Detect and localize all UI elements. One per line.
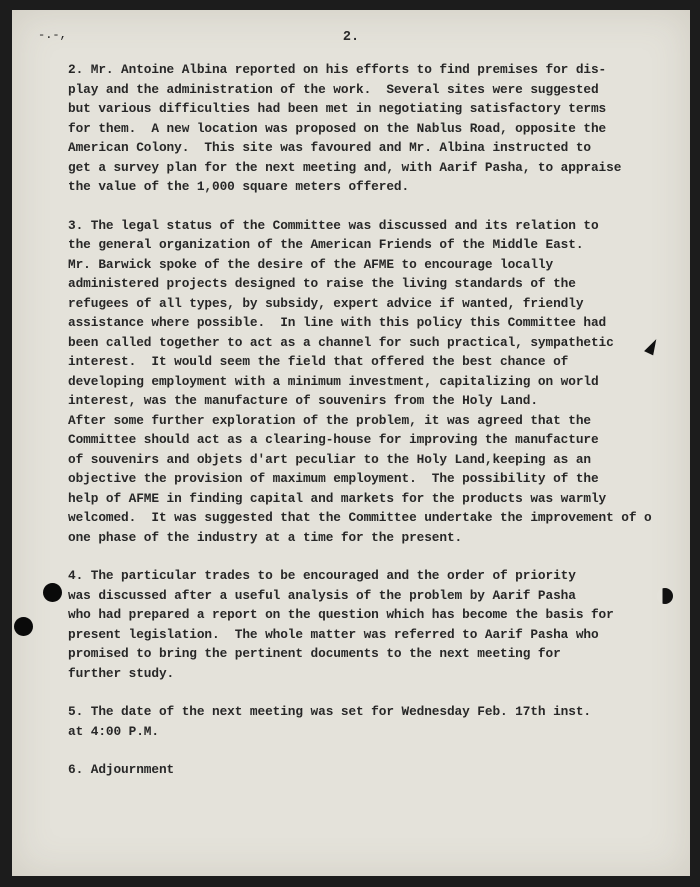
text-line: the general organization of the American Friends of the Middle East. [68,237,584,252]
paragraph-3 [68,566,688,683]
text-line: at 4:00 P.M. [68,723,159,739]
text-line: administered projects designed to raise the living standards of the [68,276,576,291]
text-line: promised to bring the pertinent documents to the next meeting for [68,646,561,661]
text-line: refugees of all types, by subsidy, expert advice if wanted, friendly [68,295,584,311]
paragraph-1 [68,60,688,197]
text-line: interest, was the manufacture of souvenirs from the Holy Land. [68,393,538,408]
text-line: play and the administration of the work. Several sites were suggested [68,81,599,97]
text-line: After some further exploration of the problem, it was agreed that the [68,412,591,428]
punch-hole-lower [14,617,33,636]
text-line: interest. It would seem the field that offered the best chance of [68,354,569,369]
text-line: American Colony. This site was favoured and Mr. Albina instructed to [68,140,591,155]
paragraph-4 [68,702,688,741]
text-line: assistance where possible. In line with this policy this Committee had [68,315,607,330]
text-line: but various difficulties had been met in negotiating satisfactory terms [68,101,607,116]
text-line: Committee should act as a clearing-house for improving the manufacture [68,432,599,447]
margin-ink-dot [657,588,673,604]
text-line: present legislation. The whole matter was referred to Aarif Pasha who [68,626,599,642]
text-line: developing employment with a minimum investment, capitalizing on world [68,373,599,389]
text-line: objective the provision of maximum employment. The possibility of the [68,471,599,486]
paragraph-5 [68,760,688,780]
text-line: help of AFME in finding capital and markets for the products was warmly [68,490,607,506]
text-line: the value of the 1,000 square meters offered. [68,179,410,194]
text-line: 2. Mr. Antoine Albina reported on his efforts to find premises for dis- [68,62,607,77]
text-line: been called together to act as a channel for such practical, sympathetic [68,334,614,350]
page-number: 2. [342,30,360,45]
text-line: 5. The date of the next meeting was set for Wednesday Feb. 17th inst. [68,704,591,719]
text-line: welcomed. It was suggested that the Committee undertake the improvement of o [68,510,652,525]
text-line: one phase of the industry at a time for the present. [68,529,463,545]
punch-hole-upper [43,583,62,602]
document-page [12,10,690,876]
text-line: for them. A new location was proposed on the Nablus Road, opposite the [68,120,607,136]
text-line: 4. The particular trades to be encouraged and the order of priority [68,568,576,583]
text-line: Mr. Barwick spoke of the desire of the AFME to encourage locally [68,256,554,272]
corner-mark: -.-, [38,28,67,42]
text-line: who had prepared a report on the question which has become the basis for [68,607,614,622]
minutes-body [68,60,688,799]
text-line: was discussed after a useful analysis of the problem by Aarif Pasha [68,587,576,603]
text-line: get a survey plan for the next meeting and, with Aarif Pasha, to appraise [68,159,622,175]
text-line: 3. The legal status of the Committee was discussed and its relation to [68,217,599,233]
paragraph-2 [68,216,688,548]
text-line: 6. Adjournment [68,762,175,777]
text-line: further study. [68,665,175,681]
text-line: of souvenirs and objets d'art peculiar to the Holy Land,keeping as an [68,451,591,467]
